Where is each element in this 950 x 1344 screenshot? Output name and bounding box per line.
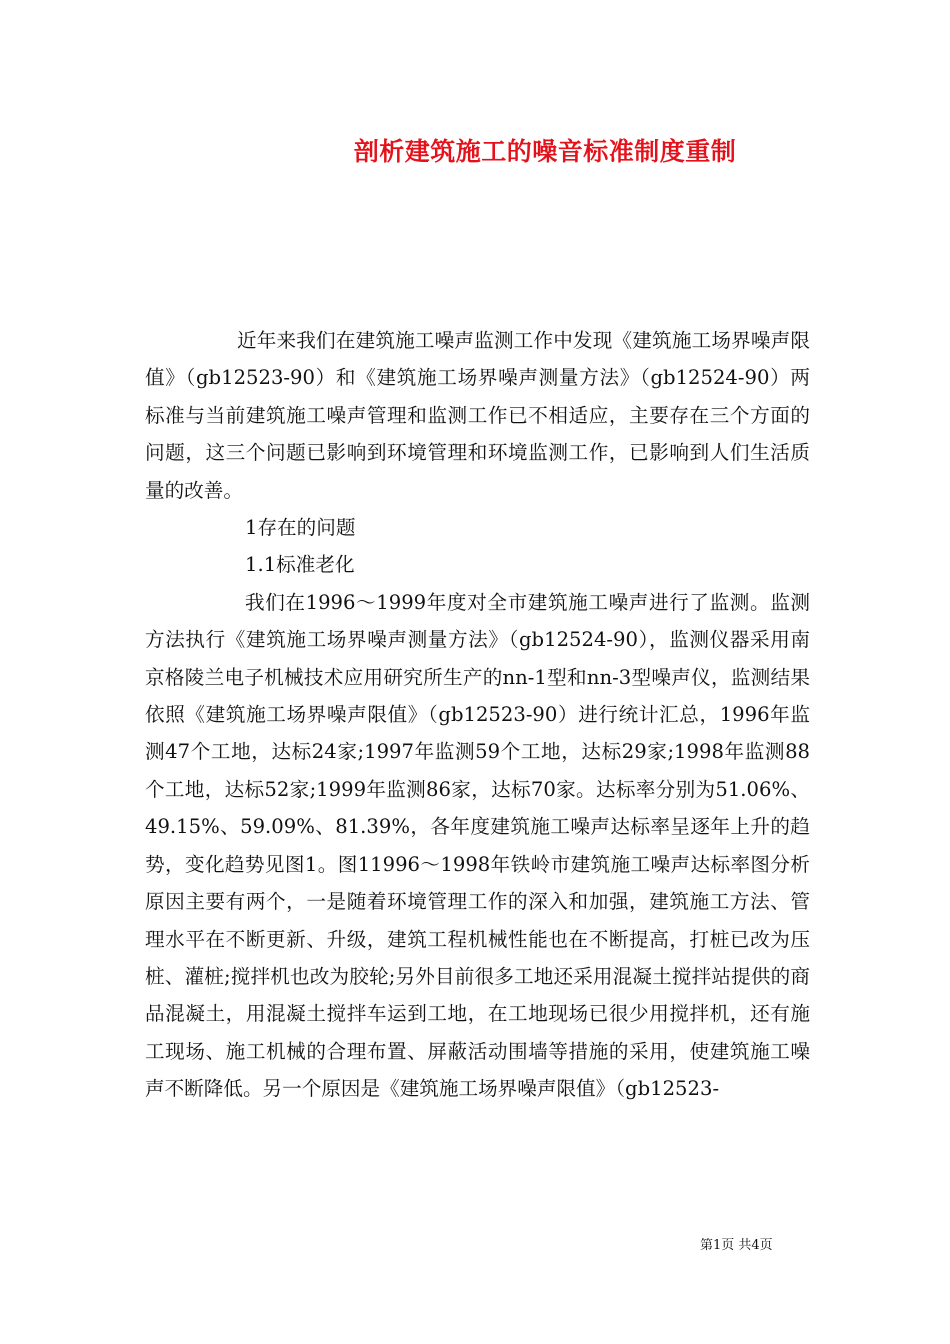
document-title: 剖析建筑施工的噪音标准制度重制 xyxy=(353,137,737,166)
section-heading: 1存在的问题 xyxy=(245,516,356,540)
page-number: 第1页 共4页 xyxy=(700,1238,773,1253)
body-paragraph: 我们在1996～1999年度对全市建筑施工噪声进行了监测。监测方法执行《建筑施工场界噪声测量方法》（gb12524-90），监测仪器采用南京格陵兰电子机械技术应用研究所生产的nn-1型和nn-3型噪声仪，监测结果依照《建筑施工场界噪声限值》（gb12523-90）进行统计汇总，1996年监测47个工地，达标24家;1997年监测59个工地，达标29家;1998年监测88个工地，达标52家;1999年监测86家，达标70家。达标率分别为51.06%、49.15%、59.09%、81.39%，各年度建筑施工噪声达标率呈逐年上升的趋势，变化趋势见图1。图11996～1998年铁岭市建筑施工噪声达标率图分析原因主要有两个，一是随着环境管理工作的深入和加强，建筑施工方法、管理水平在不断更新、升级，建筑工程机械性能也在不断提高，打桩已改为压桩、灌桩;搅拌机也改为胶轮;另外目前很多工地还采用混凝土搅拌站提供的商品混凝土，用混凝土搅拌车运到工地，在工地现场已很少用搅拌机，还有施工现场、施工机械的合理布置、屏蔽活动围墙等措施的采用，使建筑施工噪声不断降低。另一个原因是《建筑施工场界噪声限值》（gb12523- xyxy=(145,590,810,1101)
intro-paragraph: 近年来我们在建筑施工噪声监测工作中发现《建筑施工场界噪声限值》（gb12523-90）和《建筑施工场界噪声测量方法》（gb12524-90）两标准与当前建筑施工噪声管理和监测工作已不相适应，主要存在三个方面的问题，这三个问题已影响到环境管理和环境监测工作，已影响到人们生活质量的改善。 xyxy=(145,329,810,502)
subsection-heading: 1.1标准老化 xyxy=(245,553,355,577)
document-body xyxy=(145,322,810,1108)
